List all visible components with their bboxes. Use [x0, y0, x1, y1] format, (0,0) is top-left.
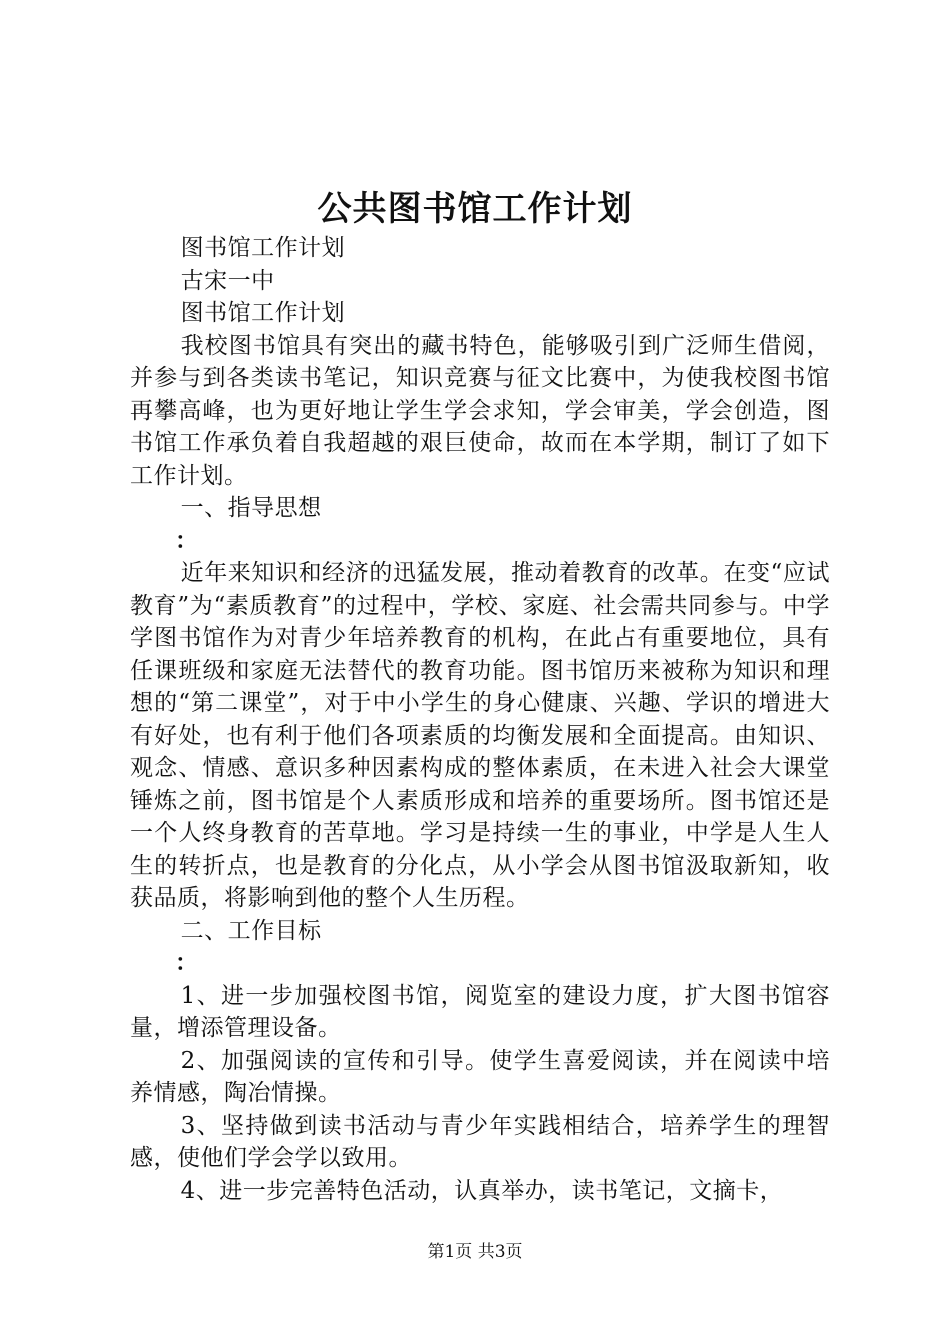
section-colon: ： [175, 526, 199, 554]
goal-item-2: 2、加强阅读的宣传和引导。使学生喜爱阅读，并在阅读中培养情感，陶冶情操。 [130, 1047, 830, 1106]
page-footer: 第1页 共3页 [427, 1242, 523, 1262]
document-body [130, 232, 830, 1207]
section-heading-work-goals: 二、工作目标 [180, 917, 322, 944]
paragraph-guiding-thought: 近年来知识和经济的迅猛发展，推动着教育的改革。在变“应试教育”为“素质教育”的过程中，学校、家庭、社会需共同参与。中学学图书馆作为对青少年培养教育的机构，在此占有重要地位，具有任课班级和家庭无法替代的教育功能。图书馆历来被称为知识和理想的“第二课堂”，对于中小学生的身心健康、兴趣、学识的增进大有好处，也有利于他们各项素质的均衡发展和全面提高。由知识、观念、情感、意识多种因素构成的整体素质，在未进入社会大课堂锤炼之前，图书馆是个人素质形成和培养的重要场所。图书馆还是一个人终身教育的苦草地。学习是持续一生的事业，中学是人生人生的转折点，也是教育的分化点，从小学会从图书馆汲取新知，收获品质，将影响到他的整个人生历程。 [130, 560, 830, 911]
paragraph-heading-2: 图书馆工作计划 [180, 300, 346, 326]
goal-item-4: 4、进一步完善特色活动，认真举办，读书笔记，文摘卡， [180, 1177, 784, 1204]
paragraph-heading-1: 图书馆工作计划 [180, 235, 346, 261]
goal-item-1: 1、进一步加强校图书馆，阅览室的建设力度，扩大图书馆容量，增添管理设备。 [130, 982, 830, 1041]
goal-item-3: 3、坚持做到读书活动与青少年实践相结合，培养学生的理智感，使他们学会学以致用。 [130, 1112, 830, 1171]
paragraph-school-name: 古宋一中 [180, 267, 275, 294]
paragraph-intro: 我校图书馆具有突出的藏书特色，能够吸引到广泛师生借阅，并参与到各类读书笔记，知识竞赛与征文比赛中，为使我校图书馆再攀高峰，也为更好地让学生学会求知，学会审美，学会创造，图书馆工作承负着自我超越的艰巨使命，故而在本学期，制订了如下工作计划。 [130, 332, 830, 489]
section-colon: ： [175, 949, 199, 976]
document-title: 公共图书馆工作计划 [317, 189, 633, 229]
section-heading-guiding-thought: 一、指导思想 [180, 495, 322, 521]
